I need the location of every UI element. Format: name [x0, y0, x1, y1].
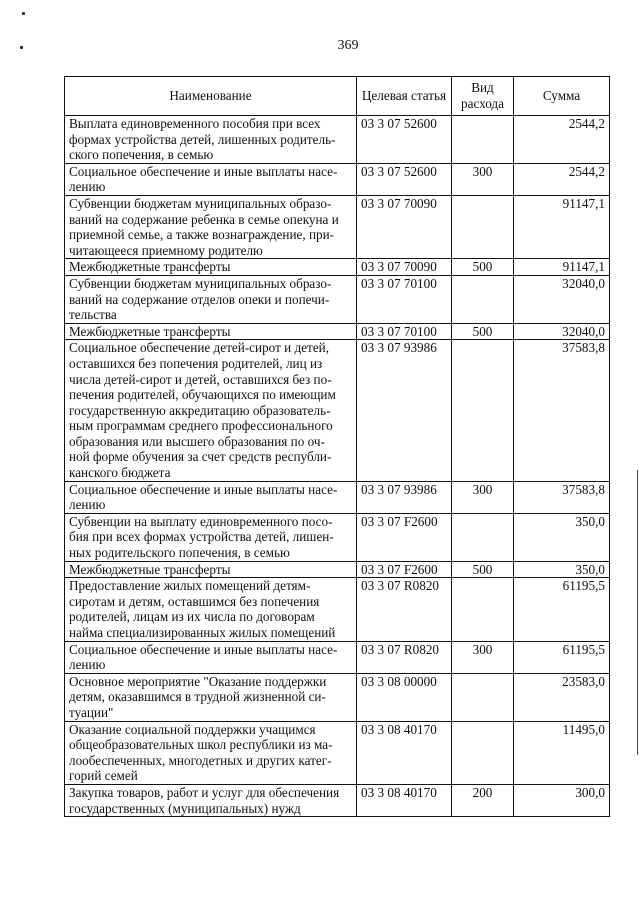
- row-target-cell: 03 3 07 R0820: [357, 578, 452, 641]
- row-name-line: государственную аккредитацию образователь-: [69, 402, 331, 418]
- table-row: [65, 721, 610, 784]
- row-target-cell: 03 3 07 93986: [357, 340, 452, 481]
- table-row: [65, 116, 610, 164]
- row-name-cell: [65, 673, 357, 721]
- row-target-cell: 03 3 07 52600: [357, 116, 452, 164]
- row-name-line: Социальное обеспечение и иные выплаты насе-: [69, 163, 338, 179]
- table-row: [65, 641, 610, 673]
- row-target-cell: 03 3 07 70100: [357, 275, 452, 323]
- row-name-line: общеобразовательных школ республики из ма-: [69, 737, 333, 753]
- row-target-cell: 03 3 07 70090: [357, 195, 452, 258]
- row-name-line: Межбюджетные трансферты: [69, 561, 231, 577]
- row-name-line: ным программам среднего профессионального: [69, 418, 333, 434]
- row-name-line: лению: [69, 657, 106, 673]
- row-kind-cell: 500: [452, 561, 514, 578]
- row-name-line: сиротам и детям, оставшимся без попечения: [69, 593, 320, 609]
- row-name-cell: [65, 163, 357, 195]
- row-name-cell: [65, 323, 357, 340]
- row-name-line: Социальное обеспечение детей-сирот и детей,: [69, 340, 330, 356]
- row-sum-cell: 23583,0: [514, 673, 610, 721]
- row-kind-cell: 300: [452, 481, 514, 513]
- row-kind-cell: [452, 195, 514, 258]
- row-kind-cell: [452, 673, 514, 721]
- row-kind-cell: 500: [452, 323, 514, 340]
- row-sum-cell: 350,0: [514, 513, 610, 561]
- row-name-line: Предоставление жилых помещений детям-: [69, 578, 311, 594]
- row-name-line: тельства: [69, 307, 117, 323]
- row-sum-cell: 91147,1: [514, 195, 610, 258]
- row-target-cell: 03 3 07 F2600: [357, 561, 452, 578]
- table-row: [65, 673, 610, 721]
- row-name-line: лению: [69, 497, 106, 513]
- row-target-cell: 03 3 07 52600: [357, 163, 452, 195]
- header-kind: Вид расхода: [452, 77, 514, 116]
- table-body: [65, 116, 610, 817]
- table-row: [65, 163, 610, 195]
- table-row: [65, 259, 610, 276]
- row-name-line: лению: [69, 179, 106, 195]
- row-name-cell: [65, 340, 357, 481]
- row-sum-cell: 37583,8: [514, 481, 610, 513]
- row-name-line: ваний на содержание ребенка в семье опекуна и: [69, 211, 339, 227]
- row-name-line: печения родителей, обучающихся по имеющим: [69, 387, 336, 403]
- row-sum-cell: 32040,0: [514, 323, 610, 340]
- row-kind-cell: [452, 721, 514, 784]
- row-sum-cell: 32040,0: [514, 275, 610, 323]
- table-row: [65, 784, 610, 816]
- row-sum-cell: 61195,5: [514, 641, 610, 673]
- scan-speck-top: [22, 12, 25, 15]
- row-name-cell: [65, 784, 357, 816]
- table-row: [65, 513, 610, 561]
- row-name-cell: [65, 195, 357, 258]
- table-row: [65, 578, 610, 641]
- row-name-line: Оказание социальной поддержки учащимся: [69, 721, 316, 737]
- row-name-line: родителей, лицам из их числа по договорам: [69, 609, 315, 625]
- row-name-cell: [65, 578, 357, 641]
- row-target-cell: 03 3 08 00000: [357, 673, 452, 721]
- row-kind-cell: 300: [452, 163, 514, 195]
- row-name-line: ных родительского попечения, в семью: [69, 545, 290, 561]
- row-kind-cell: [452, 340, 514, 481]
- table-row: [65, 340, 610, 481]
- row-sum-cell: 2544,2: [514, 116, 610, 164]
- row-name-line: Субвенции бюджетам муниципальных образо-: [69, 195, 332, 211]
- row-target-cell: 03 3 07 93986: [357, 481, 452, 513]
- row-sum-cell: 350,0: [514, 561, 610, 578]
- row-name-cell: [65, 641, 357, 673]
- table-row: [65, 323, 610, 340]
- row-target-cell: 03 3 07 70100: [357, 323, 452, 340]
- row-name-line: горий семей: [69, 768, 138, 784]
- row-sum-cell: 61195,5: [514, 578, 610, 641]
- row-name-line: бия при всех формах устройства детей, лишен-: [69, 529, 334, 545]
- row-name-line: туации": [69, 704, 114, 720]
- table-header: [65, 77, 610, 116]
- row-name-line: читающееся приемному родителю: [69, 242, 263, 258]
- row-name-cell: [65, 513, 357, 561]
- row-name-line: Выплата единовременного пособия при всех: [69, 116, 321, 131]
- scan-edge-line: [637, 470, 638, 755]
- table-row: [65, 561, 610, 578]
- row-name-line: Закупка товаров, работ и услуг для обеспечения: [69, 784, 340, 800]
- table-row: [65, 195, 610, 258]
- row-name-line: формах устройства детей, лишенных родитель-: [69, 131, 336, 147]
- row-name-cell: [65, 721, 357, 784]
- row-target-cell: 03 3 07 F2600: [357, 513, 452, 561]
- row-target-cell: 03 3 08 40170: [357, 784, 452, 816]
- row-sum-cell: 91147,1: [514, 259, 610, 276]
- row-kind-cell: 200: [452, 784, 514, 816]
- row-sum-cell: 37583,8: [514, 340, 610, 481]
- row-kind-cell: 500: [452, 259, 514, 276]
- row-kind-cell: [452, 578, 514, 641]
- row-name-cell: [65, 116, 357, 164]
- row-kind-cell: [452, 116, 514, 164]
- row-name-cell: [65, 259, 357, 276]
- row-name-line: ной форме обучения за счет средств республи-: [69, 449, 332, 465]
- row-name-line: Социальное обеспечение и иные выплаты насе-: [69, 641, 338, 657]
- row-sum-cell: 2544,2: [514, 163, 610, 195]
- row-name-line: оставшихся без попечения родителей, лиц из: [69, 355, 323, 371]
- row-name-line: Субвенции бюджетам муниципальных образо-: [69, 275, 332, 291]
- row-name-line: детям, оказавшимся в трудной жизненной си-: [69, 689, 326, 705]
- row-name-line: приемной семье, а также вознаграждение, при-: [69, 227, 335, 243]
- row-name-line: Межбюджетные трансферты: [69, 259, 231, 275]
- row-name-cell: [65, 275, 357, 323]
- row-name-line: лообеспеченных, многодетных и других катег-: [69, 752, 332, 768]
- row-kind-cell: [452, 513, 514, 561]
- page-number: 369: [337, 38, 359, 53]
- row-target-cell: 03 3 08 40170: [357, 721, 452, 784]
- row-name-line: Основное мероприятие "Оказание поддержки: [69, 673, 327, 689]
- row-name-line: найма специализированных жилых помещений: [69, 625, 336, 640]
- row-target-cell: 03 3 07 R0820: [357, 641, 452, 673]
- row-name-line: образования или высшего образования по оч-: [69, 433, 325, 449]
- row-name-line: канского бюджета: [69, 465, 171, 481]
- table-row: [65, 481, 610, 513]
- row-name-line: ского попечения, в семью: [69, 147, 214, 163]
- row-sum-cell: 300,0: [514, 784, 610, 816]
- row-name-cell: [65, 561, 357, 578]
- row-target-cell: 03 3 07 70090: [357, 259, 452, 276]
- row-name-line: Социальное обеспечение и иные выплаты насе-: [69, 481, 338, 497]
- row-kind-cell: 300: [452, 641, 514, 673]
- row-name-line: Межбюджетные трансферты: [69, 323, 231, 339]
- row-sum-cell: 11495,0: [514, 721, 610, 784]
- row-name-cell: [65, 481, 357, 513]
- table-row: [65, 275, 610, 323]
- budget-table: [64, 76, 610, 817]
- row-name-line: Субвенции на выплату единовременного посо-: [69, 513, 333, 529]
- row-kind-cell: [452, 275, 514, 323]
- row-name-line: ваний на содержание отделов опеки и попечи-: [69, 291, 330, 307]
- header-sum: Сумма: [514, 77, 610, 116]
- row-name-line: числа детей-сирот и детей, оставшихся без по-: [69, 371, 332, 387]
- row-name-line: государственных (муниципальных) нужд: [69, 800, 301, 816]
- header-target: Целевая статья: [357, 77, 452, 116]
- header-row: [65, 77, 610, 116]
- header-name: Наименование: [65, 77, 357, 116]
- scan-speck-middle: [20, 46, 23, 49]
